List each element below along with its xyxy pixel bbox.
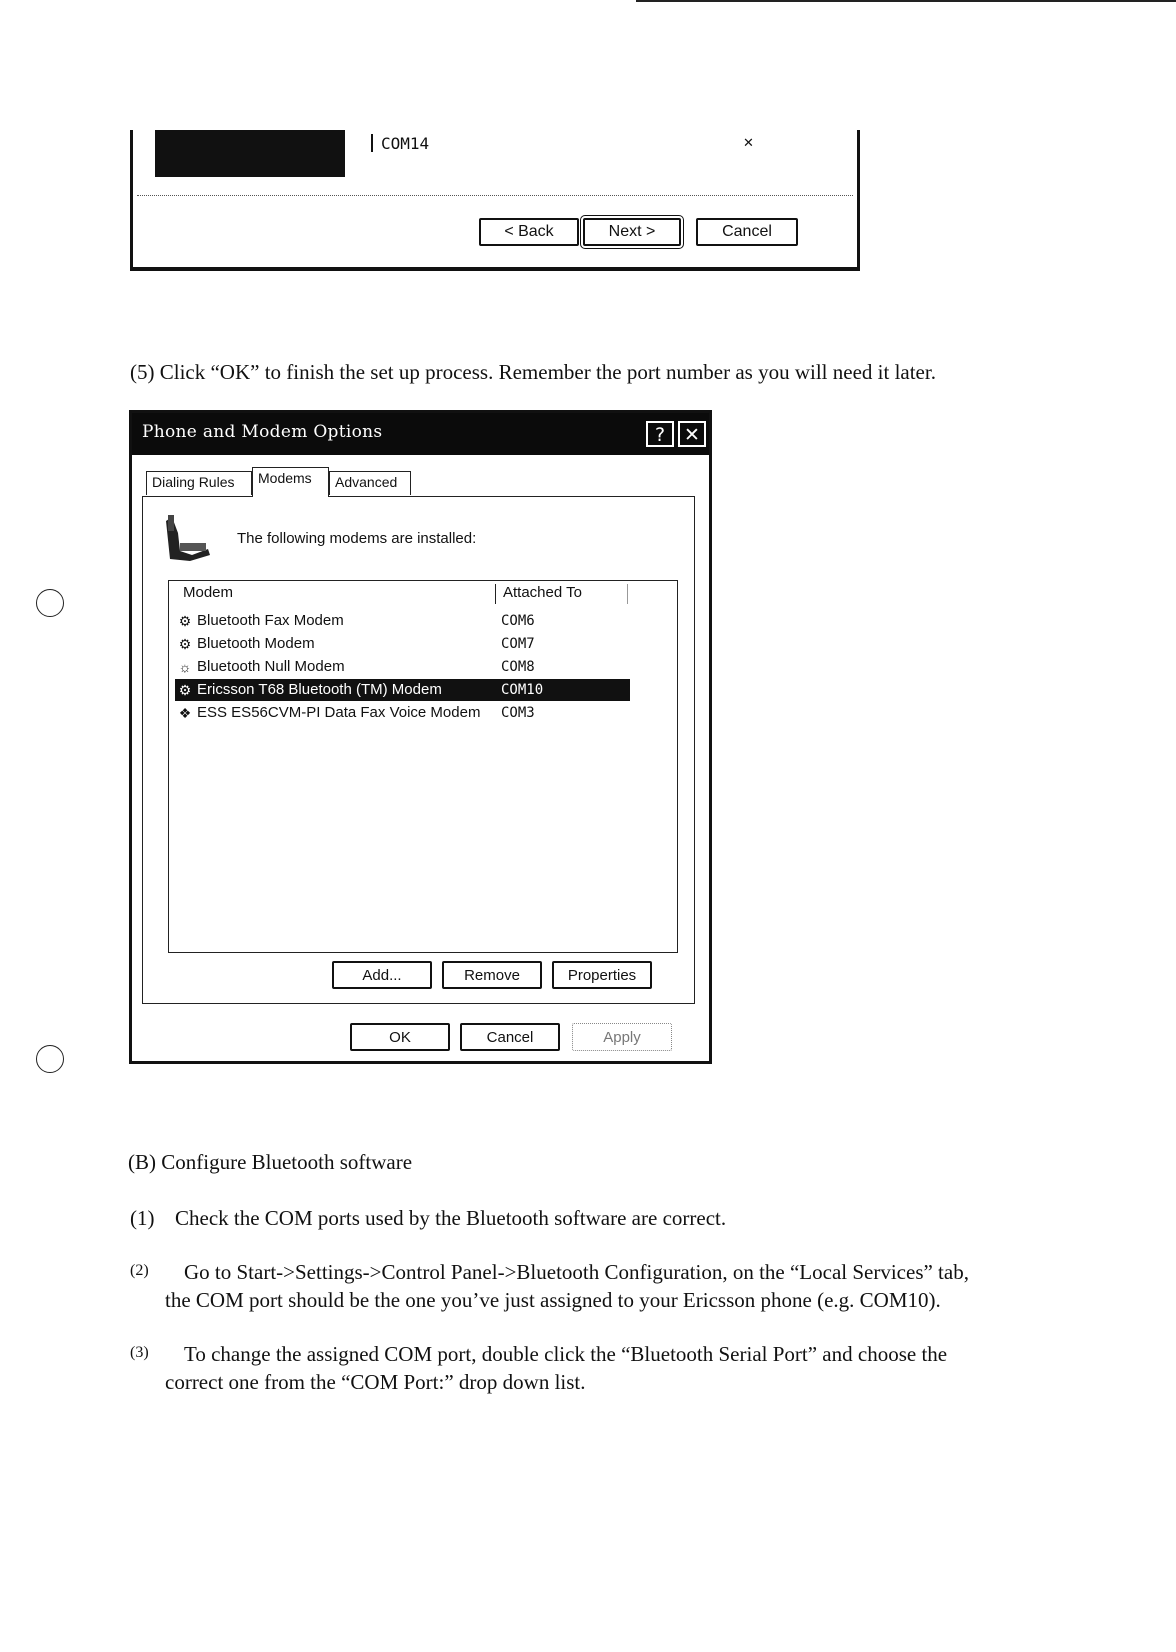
modem-port: COM10 bbox=[501, 682, 544, 698]
item-2-number: (2) bbox=[130, 1262, 149, 1279]
tab-advanced[interactable]: Advanced bbox=[329, 471, 411, 495]
title-bar bbox=[132, 413, 709, 455]
list-item[interactable] bbox=[175, 656, 630, 678]
item-2-line-1: Go to Start->Settings->Control Panel->Bluetooth Configuration, on the “Local Services” tab, bbox=[184, 1260, 969, 1284]
item-2-line-2: the COM port should be the one you’ve just assigned to your Ericsson phone (e.g. COM10). bbox=[165, 1288, 941, 1312]
phone-modem-options-dialog bbox=[129, 410, 712, 1064]
wizard-cancel-button[interactable]: Cancel bbox=[696, 218, 798, 246]
tab-modems[interactable]: Modems bbox=[252, 467, 329, 497]
ok-button[interactable]: OK bbox=[350, 1023, 450, 1051]
section-b-heading: (B) Configure Bluetooth software bbox=[128, 1150, 413, 1174]
modem-list[interactable] bbox=[168, 580, 678, 953]
item-3-line-2: correct one from the “COM Port:” drop down list. bbox=[165, 1370, 586, 1394]
item-1-number: (1) bbox=[130, 1206, 155, 1230]
cancel-button[interactable]: Cancel bbox=[460, 1023, 560, 1051]
phone-modem-icon bbox=[162, 513, 214, 568]
back-button[interactable]: < Back bbox=[479, 218, 579, 246]
modem-name: Bluetooth Null Modem bbox=[197, 658, 345, 675]
modem-card-icon: ❖ bbox=[178, 705, 192, 721]
hole-punch-circle bbox=[36, 589, 64, 617]
item-3-line-1: To change the assigned COM port, double click the “Bluetooth Serial Port” and choose the bbox=[184, 1342, 948, 1366]
modem-name: ESS ES56CVM-PI Data Fax Voice Modem bbox=[197, 704, 481, 721]
apply-button[interactable]: Apply bbox=[572, 1023, 672, 1051]
column-header-attached-to[interactable]: Attached To bbox=[503, 584, 582, 601]
list-item[interactable] bbox=[175, 702, 630, 724]
add-button[interactable]: Add... bbox=[332, 961, 432, 989]
item-3-number: (3) bbox=[130, 1344, 149, 1361]
column-divider[interactable] bbox=[495, 584, 496, 604]
dialog-title: Phone and Modem Options bbox=[142, 422, 383, 442]
modem-name: Bluetooth Fax Modem bbox=[197, 612, 344, 629]
top-rule bbox=[636, 0, 1176, 2]
properties-button[interactable]: Properties bbox=[552, 961, 652, 989]
close-icon[interactable]: ✕ bbox=[678, 421, 706, 447]
tab-dialing-rules[interactable]: Dialing Rules bbox=[146, 471, 252, 495]
column-header-modem[interactable]: Modem bbox=[183, 584, 234, 601]
help-icon[interactable]: ? bbox=[646, 421, 674, 447]
modem-port: COM3 bbox=[501, 705, 535, 721]
modem-name: Ericsson T68 Bluetooth (TM) Modem bbox=[197, 681, 442, 698]
dropdown-arrow-icon[interactable]: ✕ bbox=[743, 136, 754, 151]
remove-button[interactable]: Remove bbox=[442, 961, 542, 989]
modem-port: COM8 bbox=[501, 659, 535, 675]
column-divider[interactable] bbox=[627, 584, 628, 604]
next-button[interactable]: Next > bbox=[583, 218, 681, 246]
modem-icon: ⚙ bbox=[178, 682, 192, 698]
wizard-separator bbox=[137, 195, 853, 196]
modem-name: Bluetooth Modem bbox=[197, 635, 315, 652]
step-5-text: (5) Click “OK” to finish the set up process. Remember the port number as you will need it later. bbox=[130, 360, 936, 384]
installed-modems-label: The following modems are installed: bbox=[237, 530, 477, 547]
hole-punch-circle bbox=[36, 1045, 64, 1073]
item-1-text: Check the COM ports used by the Bluetooth software are correct. bbox=[175, 1206, 727, 1230]
list-item[interactable] bbox=[175, 610, 630, 632]
list-item[interactable] bbox=[175, 633, 630, 655]
redacted-label bbox=[155, 130, 345, 177]
null-modem-icon: ☼ bbox=[178, 659, 192, 675]
list-item-selected[interactable] bbox=[175, 679, 630, 701]
wizard-dialog-fragment bbox=[130, 130, 860, 271]
modem-icon: ⚙ bbox=[178, 613, 192, 629]
modem-port: COM6 bbox=[501, 613, 535, 629]
port-value[interactable]: COM14 bbox=[371, 134, 429, 153]
modem-icon: ⚙ bbox=[178, 636, 192, 652]
modem-port: COM7 bbox=[501, 636, 535, 652]
